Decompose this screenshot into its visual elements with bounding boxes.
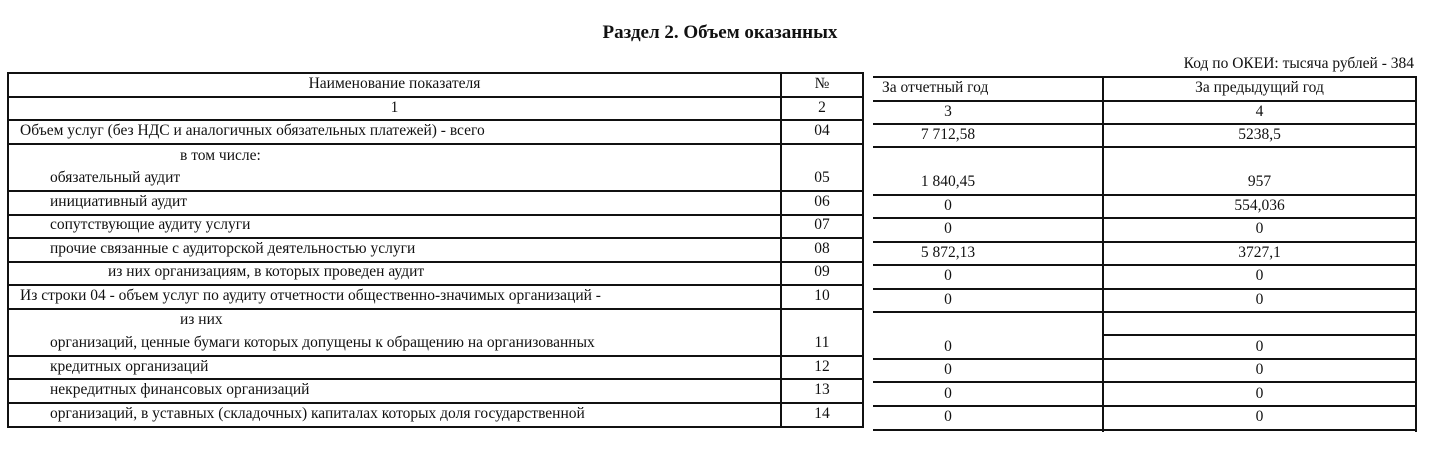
value-current: 0 [944, 291, 952, 308]
value-previous: 0 [1255, 408, 1264, 425]
row-label: Объем услуг (без НДС и аналогичных обязательных платежей) - всего [20, 122, 485, 139]
value-previous: 3727,1 [1238, 244, 1281, 261]
header-previous-year: За предыдущий год [1195, 79, 1324, 96]
value-previous: 0 [1255, 267, 1264, 284]
value-current: 0 [944, 385, 952, 402]
row-line [873, 311, 1417, 313]
row-line [873, 381, 1417, 383]
row-code: 14 [814, 405, 830, 422]
row-line [873, 429, 1417, 431]
row-prelabel: в том числе: [180, 147, 261, 164]
row-code: 07 [814, 216, 830, 233]
value-current: 7 712,58 [920, 126, 976, 143]
value-current: 0 [944, 338, 952, 355]
row-label: сопутствующие аудиту услуги [50, 216, 251, 233]
row-code: 11 [814, 334, 830, 351]
value-current: 5 872,13 [920, 244, 976, 261]
value-previous: 0 [1255, 220, 1264, 237]
row-label: кредитных организаций [50, 358, 209, 375]
row-code: 10 [814, 287, 830, 304]
col-number-1: 1 [390, 99, 399, 116]
value-previous: 5238,5 [1238, 126, 1281, 143]
row-code: 04 [814, 122, 830, 139]
value-current: 0 [944, 220, 952, 237]
table-border [1415, 76, 1417, 432]
row-prelabel: из них [180, 311, 223, 328]
row-label: организаций, в уставных (складочных) капиталах которых доля государственной [50, 405, 585, 422]
row-label: некредитных финансовых организаций [50, 381, 310, 398]
row-line [1102, 334, 1417, 336]
row-line [873, 146, 1417, 148]
row-line [7, 308, 864, 310]
table-border [7, 72, 9, 428]
value-previous: 0 [1255, 338, 1264, 355]
row-code: 09 [814, 263, 830, 280]
value-current: 0 [944, 197, 952, 214]
row-label: прочие связанные с аудиторской деятельностью услуги [50, 240, 416, 257]
row-code: 08 [814, 240, 830, 257]
row-label: инициативный аудит [50, 193, 188, 210]
row-code: 13 [814, 381, 830, 398]
value-current: 1 840,45 [920, 173, 976, 190]
row-line [7, 426, 864, 428]
row-line [7, 143, 864, 145]
table-border [862, 72, 864, 428]
header-indicator-name: Наименование показателя [308, 75, 481, 92]
value-current: 0 [944, 408, 952, 425]
row-label: Из строки 04 - объем услуг по аудиту отчетности общественно-значимых организаций - [20, 287, 601, 304]
row-code: 12 [814, 358, 830, 375]
value-previous: 0 [1255, 291, 1264, 308]
col-number-3: 3 [944, 103, 952, 120]
value-previous: 0 [1255, 361, 1264, 378]
value-current: 0 [944, 267, 952, 284]
section-title: Раздел 2. Объем оказанных [602, 22, 838, 43]
header-current-year: За отчетный год [882, 79, 989, 96]
col-number-2: 2 [818, 99, 826, 116]
row-label: организаций, ценные бумаги которых допущены к обращению на организованных [50, 334, 595, 351]
value-current: 0 [944, 361, 952, 378]
row-label: обязательный аудит [50, 169, 181, 186]
header-line-number: № [814, 75, 830, 92]
col-number-4: 4 [1255, 103, 1264, 120]
value-previous: 0 [1255, 385, 1264, 402]
row-label: из них организациям, в которых проведен аудит [108, 263, 425, 280]
value-previous: 957 [1247, 173, 1272, 190]
row-code: 05 [814, 169, 830, 186]
row-code: 06 [814, 193, 830, 210]
value-previous: 554,036 [1234, 197, 1285, 214]
okei-unit-label: Код по ОКЕИ: тысяча рублей - 384 [1183, 55, 1414, 72]
